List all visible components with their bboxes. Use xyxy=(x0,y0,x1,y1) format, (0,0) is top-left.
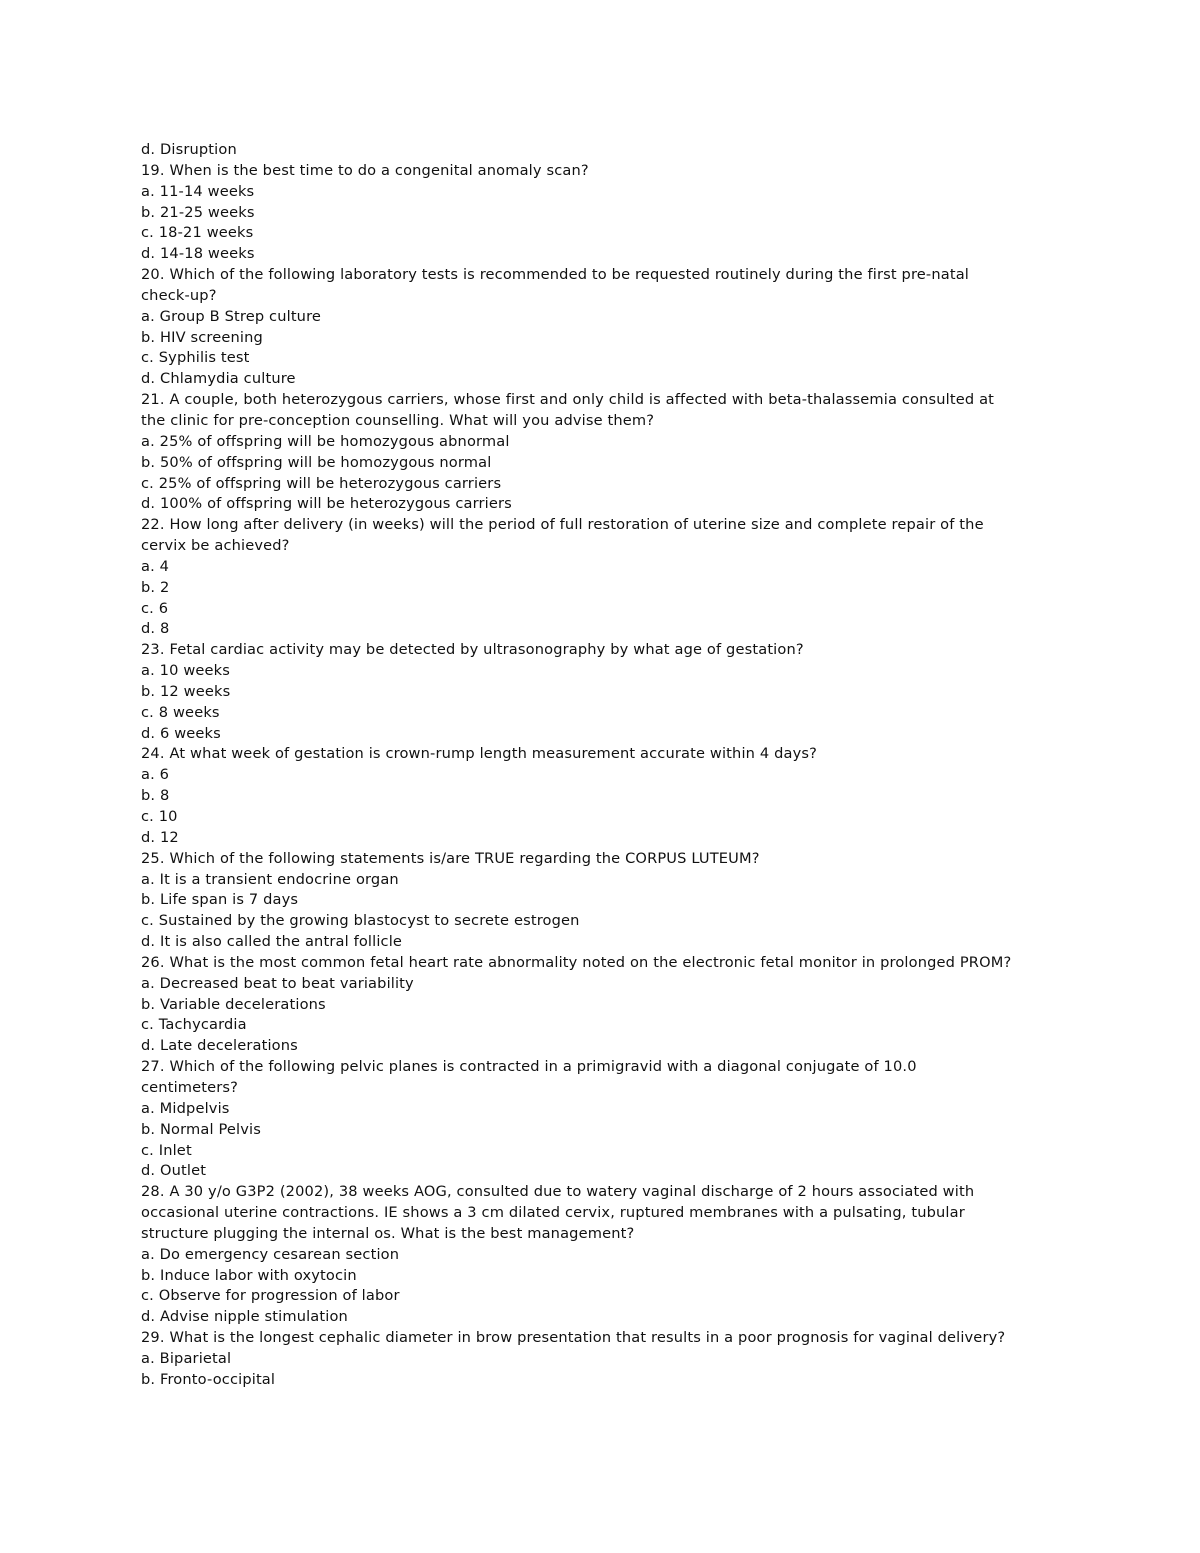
text-line: b. 21-25 weeks xyxy=(141,203,255,221)
text-line: d. Late decelerations xyxy=(141,1037,298,1055)
text-line: a. It is a transient endocrine organ xyxy=(141,870,399,888)
text-line: structure plugging the internal os. What is the best management? xyxy=(141,1224,635,1242)
text-line: 22. How long after delivery (in weeks) will the period of full restoration of uterine size and complete repair of the xyxy=(141,516,984,534)
text-line: d. Disruption xyxy=(141,141,237,158)
text-line: b. Normal Pelvis xyxy=(141,1120,261,1138)
text-line: 26. What is the most common fetal heart rate abnormality noted on the electronic fetal monitor in prolonged PROM? xyxy=(141,953,1012,971)
text-line: check-up? xyxy=(141,286,217,304)
text-line: 28. A 30 y/o G3P2 (2002), 38 weeks AOG, consulted due to watery vaginal discharge of 2 hours associated with xyxy=(141,1183,975,1201)
text-line: 24. At what week of gestation is crown-rump length measurement accurate within 4 days? xyxy=(141,745,818,763)
text-line: c. 18-21 weeks xyxy=(141,224,254,242)
text-line: c. Syphilis test xyxy=(141,349,250,367)
text-line: b. Variable decelerations xyxy=(141,995,326,1013)
text-line: b. Induce labor with oxytocin xyxy=(141,1266,357,1284)
text-line: b. 12 weeks xyxy=(141,682,231,700)
text-line: b. HIV screening xyxy=(141,328,263,346)
text-line: d. 14-18 weeks xyxy=(141,245,255,263)
text-line: a. Biparietal xyxy=(141,1349,232,1367)
text-line: 25. Which of the following statements is/are TRUE regarding the CORPUS LUTEUM? xyxy=(141,849,760,867)
text-line: a. Group B Strep culture xyxy=(141,307,322,325)
text-line: c. 10 xyxy=(141,808,178,825)
text-line: 23. Fetal cardiac activity may be detected by ultrasonography by what age of gestation? xyxy=(141,641,804,659)
text-line: 20. Which of the following laboratory tests is recommended to be requested routinely during the first pre-natal xyxy=(141,266,970,284)
text-line: 21. A couple, both heterozygous carriers, whose first and only child is affected with beta-thalassemia consulted at xyxy=(141,391,995,409)
text-line: a. 6 xyxy=(141,766,170,784)
text-line: c. 25% of offspring will be heterozygous carriers xyxy=(141,474,502,492)
text-line: d. Chlamydia culture xyxy=(141,370,296,388)
text-line: c. 6 xyxy=(141,599,169,617)
text-line: b. 50% of offspring will be homozygous normal xyxy=(141,453,492,471)
text-line: b. 2 xyxy=(141,578,170,596)
text-line: 27. Which of the following pelvic planes is contracted in a primigravid with a diagonal conjugate of 10.0 xyxy=(141,1058,917,1076)
text-line: b. Fronto-occipital xyxy=(141,1370,276,1388)
text-line: a. Midpelvis xyxy=(141,1099,230,1117)
text-line: c. 8 weeks xyxy=(141,703,220,721)
text-line: d. 8 xyxy=(141,620,170,638)
text-line: 29. What is the longest cephalic diameter in brow presentation that results in a poor prognosis for vaginal delivery? xyxy=(141,1329,1006,1347)
text-line: b. 8 xyxy=(141,787,170,805)
text-line: a. 25% of offspring will be homozygous abnormal xyxy=(141,432,510,450)
text-line: a. 10 weeks xyxy=(141,662,231,680)
text-line: d. It is also called the antral follicle xyxy=(141,933,403,951)
text-line: centimeters? xyxy=(141,1078,239,1096)
text-line: d. Advise nipple stimulation xyxy=(141,1308,348,1326)
text-line: 19. When is the best time to do a congenital anomaly scan? xyxy=(141,161,589,179)
text-line: the clinic for pre-conception counselling. What will you advise them? xyxy=(141,411,655,429)
text-line: cervix be achieved? xyxy=(141,537,290,555)
text-line: a. 11-14 weeks xyxy=(141,182,255,200)
text-line: a. 4 xyxy=(141,557,170,575)
text-line: c. Observe for progression of labor xyxy=(141,1287,400,1305)
text-line: d. 6 weeks xyxy=(141,724,221,742)
document-page xyxy=(141,140,1071,1391)
text-line: a. Do emergency cesarean section xyxy=(141,1245,400,1263)
text-line: d. Outlet xyxy=(141,1162,207,1180)
text-line: d. 100% of offspring will be heterozygous carriers xyxy=(141,495,512,513)
text-line: d. 12 xyxy=(141,828,179,846)
text-line: c. Inlet xyxy=(141,1141,192,1159)
text-line: a. Decreased beat to beat variability xyxy=(141,974,414,992)
text-line: b. Life span is 7 days xyxy=(141,891,299,909)
text-line: occasional uterine contractions. IE shows a 3 cm dilated cervix, ruptured membranes with a pulsating, tubular xyxy=(141,1204,965,1222)
text-line: c. Tachycardia xyxy=(141,1016,247,1034)
text-line: c. Sustained by the growing blastocyst to secrete estrogen xyxy=(141,912,580,930)
